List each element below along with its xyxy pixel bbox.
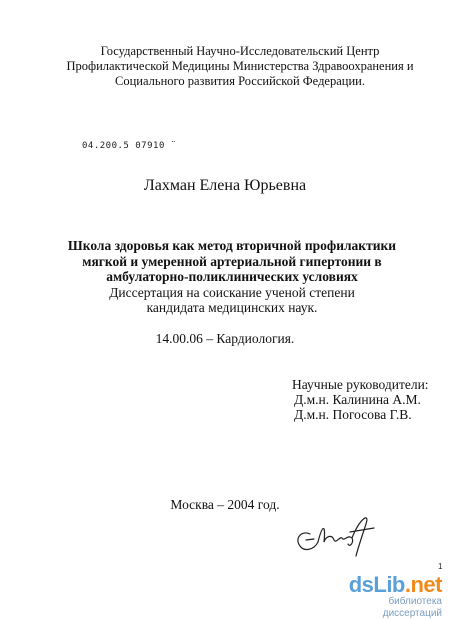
thesis-block	[52, 238, 412, 316]
advisors-heading: Научные руководители:	[292, 377, 429, 392]
watermark-caption: библиотека диссертаций	[382, 596, 442, 619]
degree-line-1: Диссертация на соискание ученой степени	[109, 284, 355, 300]
institution-header	[60, 44, 420, 89]
city-year: Москва – 2004 год.	[170, 497, 280, 512]
watermark	[330, 574, 442, 620]
advisors-block	[292, 377, 429, 422]
thesis-title-line-2: мягкой и умеренной артериальной гипертонии в	[82, 253, 382, 269]
institution-line-2: Профилактической Медицины Министерства Здравоохранения и	[66, 59, 414, 73]
institution-line-1: Государственный Научно-Исследовательский Центр	[100, 44, 380, 58]
advisor-1: Д.м.н. Калинина А.М.	[294, 392, 421, 407]
thesis-title-line-1: Школа здоровья как метод вторичной профилактики	[67, 238, 397, 253]
author-name: Лахман Елена Юрьевна	[143, 177, 307, 194]
watermark-logo	[330, 574, 442, 596]
thesis-title-line-3: амбулаторно-поликлинических условиях	[106, 269, 358, 284]
institution-line-3: Социального развития Российской Федерации.	[115, 74, 365, 88]
specialty-code: 14.00.06 – Кардиология.	[155, 331, 295, 346]
watermark-logo-tld: .net	[404, 572, 442, 597]
degree-line-2: кандидата медицинских наук.	[146, 300, 318, 315]
accession-stamp: 04.200.5 07910 ¨	[82, 141, 177, 151]
watermark-logo-main: dsLib	[348, 572, 405, 597]
advisor-2: Д.м.н. Погосова Г.В.	[294, 407, 412, 422]
handwritten-signature	[290, 508, 390, 560]
page-mark: 1	[438, 562, 443, 571]
